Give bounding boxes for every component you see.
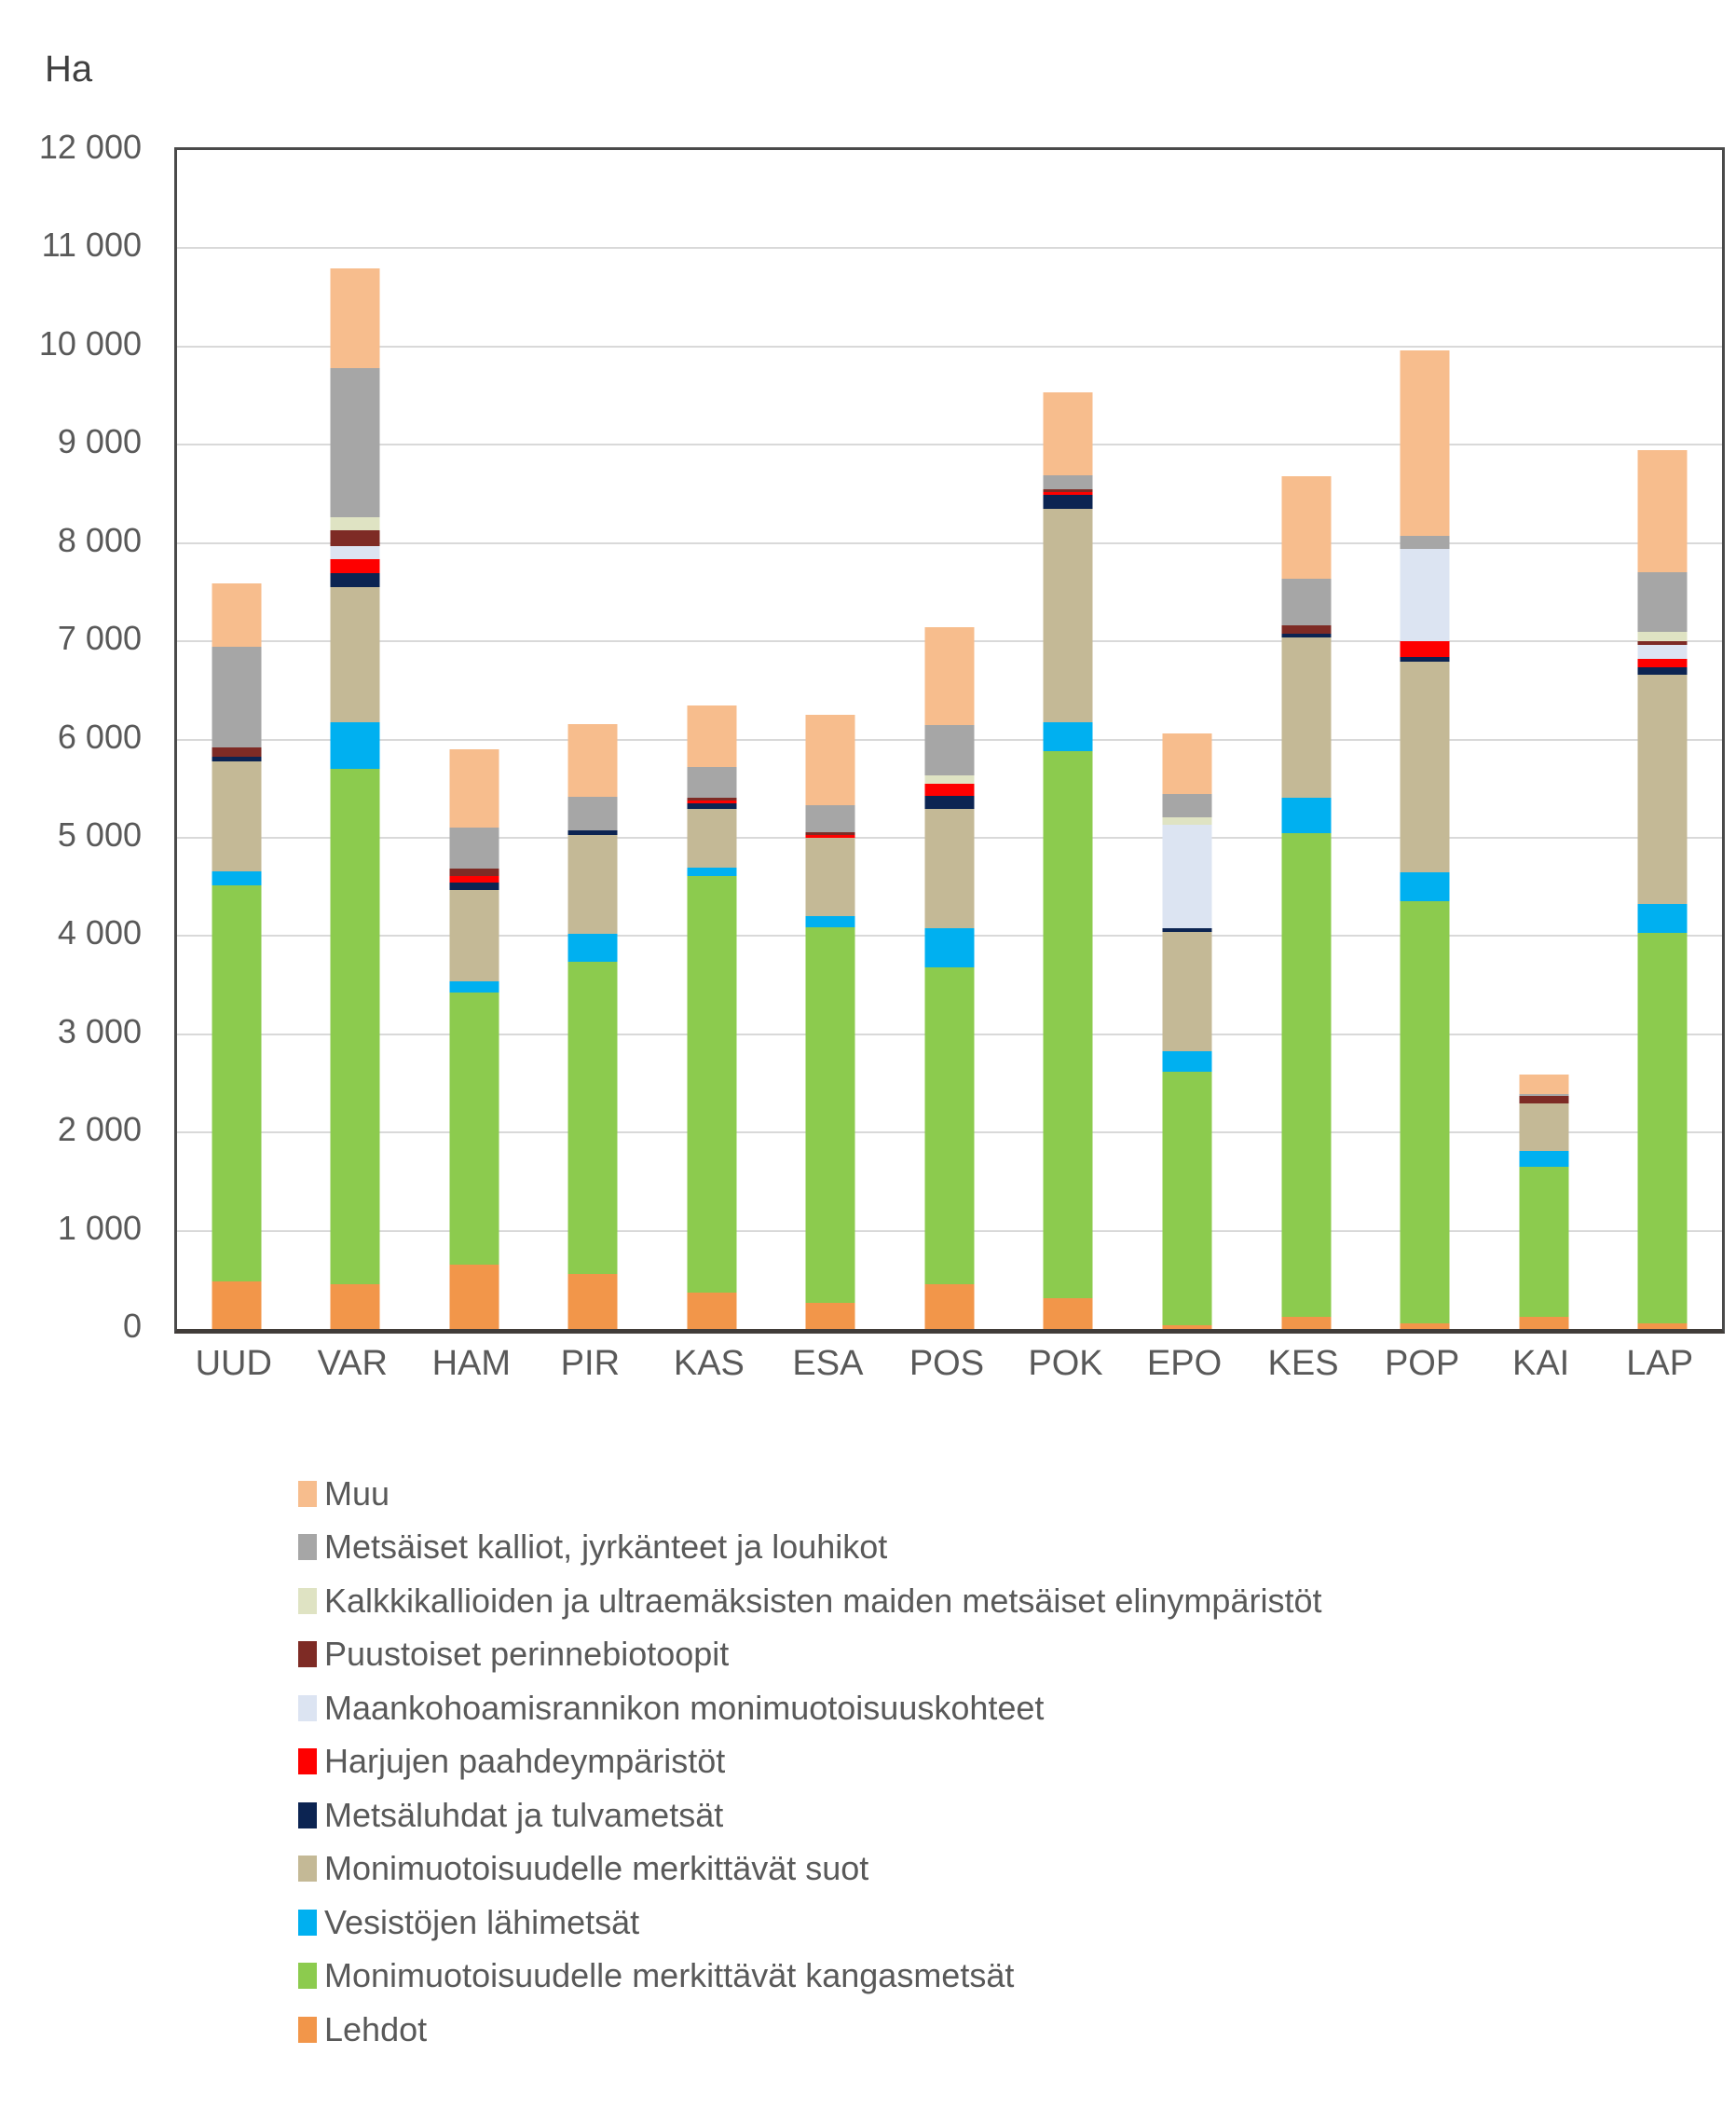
legend-swatch-kalkkikallioiden [298, 1588, 317, 1614]
bar-slot-pir [534, 150, 653, 1329]
bar-segment-metsaiset-kalliot-pos [924, 725, 974, 775]
legend-label-vesistojen-lahimetsat: Vesistöjen lähimetsät [324, 1902, 640, 1941]
bar-segment-vesistojen-lahimetsat-ham [449, 981, 499, 993]
bar-segment-lehdot-kas [687, 1293, 736, 1329]
stacked-bar-uud [212, 583, 261, 1329]
bar-segment-kangasmetsat-uud [212, 885, 261, 1282]
bar-segment-lehdot-epo [1163, 1325, 1212, 1329]
legend-item-puustoiset-perinnebiotoopit [298, 1628, 1321, 1682]
bar-segment-metsaluhdat-kas [687, 803, 736, 810]
bar-segment-lehdot-pok [1044, 1298, 1093, 1329]
legend-item-harjujen-paahdeymparistot [298, 1735, 1321, 1789]
bar-segment-suot-ham [449, 890, 499, 981]
legend-label-metsaluhdat: Metsäluhdat ja tulvametsät [324, 1795, 724, 1834]
x-axis-label-lap: LAP [1626, 1344, 1694, 1383]
bar-segment-muu-kai [1519, 1075, 1568, 1094]
legend-swatch-metsaiset-kalliot [298, 1534, 317, 1560]
bar-segment-metsaluhdat-pos [924, 796, 974, 810]
bar-slot-esa [772, 150, 891, 1329]
legend-label-harjujen-paahdeymparistot: Harjujen paahdeympäristöt [324, 1742, 726, 1781]
bar-segment-muu-uud [212, 583, 261, 648]
bar-segment-harjujen-paahdeymparistot-pop [1401, 641, 1450, 657]
bar-slot-pos [890, 150, 1009, 1329]
bar-segment-metsaiset-kalliot-kes [1281, 579, 1331, 626]
stacked-bar-pok [1044, 392, 1093, 1329]
bar-segment-muu-kes [1281, 476, 1331, 579]
y-axis-tick-labels [0, 128, 142, 1345]
legend-label-suot: Monimuotoisuudelle merkittävät suot [324, 1849, 869, 1888]
y-tick-label: 11 000 [41, 226, 142, 265]
x-axis-label-epo: EPO [1146, 1344, 1223, 1383]
bar-segment-suot-kai [1519, 1103, 1568, 1152]
bar-segment-lehdot-esa [806, 1303, 855, 1329]
bar-segment-lehdot-pop [1401, 1323, 1450, 1329]
bars-layer [177, 150, 1722, 1329]
bar-segment-puustoiset-perinnebiotoopit-kai [1519, 1096, 1568, 1102]
legend-label-kalkkikallioiden: Kalkkikallioiden ja ultraemäksisten maiden metsäiset elinympäristöt [324, 1581, 1322, 1620]
bar-segment-kangasmetsat-lap [1638, 933, 1688, 1323]
bar-segment-metsaiset-kalliot-pir [568, 797, 618, 830]
bar-segment-vesistojen-lahimetsat-pok [1044, 722, 1093, 752]
bar-segment-vesistojen-lahimetsat-lap [1638, 904, 1688, 934]
bar-slot-epo [1128, 150, 1247, 1329]
bar-segment-kangasmetsat-pop [1401, 901, 1450, 1323]
bar-slot-uud [177, 150, 296, 1329]
legend-item-kalkkikallioiden [298, 1574, 1321, 1628]
bar-segment-harjujen-paahdeymparistot-pos [924, 784, 974, 796]
x-axis-label-esa: ESA [792, 1344, 864, 1383]
bar-segment-muu-var [331, 268, 380, 369]
bar-segment-suot-var [331, 587, 380, 722]
stacked-bar-esa [806, 715, 855, 1329]
x-axis-label-uud: UUD [195, 1344, 272, 1383]
bar-slot-lap [1603, 150, 1722, 1329]
bar-segment-lehdot-kes [1281, 1317, 1331, 1329]
y-tick-label: 3 000 [57, 1011, 142, 1050]
bar-segment-kalkkikallioiden-pos [924, 775, 974, 784]
bar-segment-vesistojen-lahimetsat-pir [568, 934, 618, 962]
legend-swatch-maankohoamisrannikon [298, 1695, 317, 1721]
legend-item-suot [298, 1842, 1321, 1897]
y-tick-label: 0 [122, 1307, 142, 1345]
bar-segment-maankohoamisrannikon-epo [1163, 825, 1212, 928]
y-tick-label: 8 000 [57, 520, 142, 559]
legend-label-kangasmetsat: Monimuotoisuudelle merkittävät kangasmetsät [324, 1956, 1015, 1995]
legend-label-puustoiset-perinnebiotoopit: Puustoiset perinnebiotoopit [324, 1635, 730, 1674]
x-axis-label-pir: PIR [560, 1344, 621, 1383]
stacked-bar-pop [1401, 350, 1450, 1329]
stacked-bar-pir [568, 724, 618, 1329]
stacked-bar-lap [1638, 450, 1688, 1329]
bar-slot-pop [1365, 150, 1484, 1329]
bar-segment-suot-kes [1281, 637, 1331, 798]
legend-item-metsaluhdat [298, 1788, 1321, 1842]
bar-segment-suot-epo [1163, 932, 1212, 1051]
bar-slot-var [296, 150, 416, 1329]
legend-swatch-puustoiset-perinnebiotoopit [298, 1641, 317, 1667]
bar-slot-pok [1009, 150, 1128, 1329]
bar-segment-kalkkikallioiden-lap [1638, 632, 1688, 641]
bar-segment-vesistojen-lahimetsat-kai [1519, 1151, 1568, 1167]
bar-segment-muu-pop [1401, 350, 1450, 536]
bar-segment-metsaluhdat-var [331, 573, 380, 587]
bar-segment-metsaiset-kalliot-kas [687, 767, 736, 798]
bar-segment-metsaiset-kalliot-pop [1401, 536, 1450, 549]
x-axis-label-pos: POS [909, 1344, 985, 1383]
y-tick-label: 2 000 [57, 1110, 142, 1149]
legend-swatch-lehdot [298, 2017, 317, 2043]
legend [298, 1467, 1321, 2057]
bar-segment-vesistojen-lahimetsat-kes [1281, 798, 1331, 833]
bar-slot-kai [1484, 150, 1604, 1329]
bar-segment-maankohoamisrannikon-var [331, 546, 380, 559]
x-axis-label-ham: HAM [431, 1344, 512, 1383]
stacked-bar-epo [1163, 733, 1212, 1329]
bar-segment-suot-kas [687, 809, 736, 867]
bar-segment-kalkkikallioiden-var [331, 517, 380, 529]
bar-segment-vesistojen-lahimetsat-pop [1401, 872, 1450, 902]
bar-segment-vesistojen-lahimetsat-esa [806, 916, 855, 927]
y-tick-label: 1 000 [57, 1208, 142, 1247]
bar-segment-metsaiset-kalliot-epo [1163, 794, 1212, 818]
bar-segment-metsaluhdat-pok [1044, 495, 1093, 509]
bar-segment-suot-lap [1638, 675, 1688, 904]
bar-segment-lehdot-kai [1519, 1317, 1568, 1329]
bar-segment-vesistojen-lahimetsat-kas [687, 868, 736, 876]
stacked-bar-kai [1519, 1075, 1568, 1329]
bar-segment-harjujen-paahdeymparistot-lap [1638, 659, 1688, 667]
legend-swatch-kangasmetsat [298, 1963, 317, 1989]
bar-segment-kangasmetsat-epo [1163, 1072, 1212, 1325]
bar-segment-muu-ham [449, 749, 499, 828]
x-axis-label-kas: KAS [673, 1344, 745, 1383]
stacked-bar-kas [687, 705, 736, 1329]
bar-segment-metsaluhdat-ham [449, 883, 499, 889]
legend-label-muu: Muu [324, 1473, 390, 1513]
bar-segment-metsaiset-kalliot-pok [1044, 475, 1093, 489]
legend-swatch-vesistojen-lahimetsat [298, 1910, 317, 1936]
bar-segment-muu-kas [687, 705, 736, 767]
legend-item-vesistojen-lahimetsat [298, 1896, 1321, 1950]
bar-segment-suot-pop [1401, 662, 1450, 872]
x-axis-label-var: VAR [317, 1344, 388, 1383]
bar-segment-muu-epo [1163, 733, 1212, 793]
bar-segment-lehdot-pos [924, 1284, 974, 1329]
legend-label-lehdot: Lehdot [324, 2009, 428, 2048]
bar-segment-kangasmetsat-pos [924, 967, 974, 1283]
legend-swatch-muu [298, 1481, 317, 1507]
bar-segment-muu-lap [1638, 450, 1688, 573]
y-axis-unit-label: Ha [45, 48, 93, 89]
bar-segment-vesistojen-lahimetsat-pos [924, 928, 974, 967]
legend-label-metsaiset-kalliot: Metsäiset kalliot, jyrkänteet ja louhikot [324, 1527, 888, 1567]
bar-segment-maankohoamisrannikon-pop [1401, 549, 1450, 641]
bar-segment-lehdot-pir [568, 1274, 618, 1329]
bar-segment-muu-pok [1044, 392, 1093, 475]
bar-segment-puustoiset-perinnebiotoopit-uud [212, 747, 261, 757]
bar-segment-metsaiset-kalliot-ham [449, 828, 499, 868]
bar-segment-maankohoamisrannikon-lap [1638, 645, 1688, 659]
y-tick-label: 5 000 [57, 815, 142, 854]
bar-segment-kangasmetsat-kai [1519, 1167, 1568, 1317]
legend-item-lehdot [298, 2003, 1321, 2057]
bar-segment-puustoiset-perinnebiotoopit-var [331, 530, 380, 547]
stacked-bar-ham [449, 749, 499, 1329]
bar-segment-lehdot-uud [212, 1281, 261, 1329]
bar-segment-muu-pos [924, 627, 974, 724]
bar-segment-kangasmetsat-esa [806, 927, 855, 1303]
bar-segment-puustoiset-perinnebiotoopit-ham [449, 869, 499, 876]
bar-segment-kangasmetsat-var [331, 769, 380, 1284]
bar-segment-muu-pir [568, 724, 618, 797]
bar-segment-kangasmetsat-kes [1281, 833, 1331, 1317]
bar-segment-kangasmetsat-kas [687, 876, 736, 1293]
legend-swatch-harjujen-paahdeymparistot [298, 1748, 317, 1774]
x-axis-label-kai: KAI [1511, 1344, 1570, 1383]
x-axis-labels [174, 1344, 1719, 1384]
bar-segment-puustoiset-perinnebiotoopit-kes [1281, 625, 1331, 633]
legend-item-kangasmetsat [298, 1950, 1321, 2004]
stacked-bar-pos [924, 627, 974, 1329]
legend-swatch-metsaluhdat [298, 1802, 317, 1828]
bar-segment-suot-pir [568, 835, 618, 934]
bar-segment-metsaiset-kalliot-uud [212, 647, 261, 747]
legend-label-maankohoamisrannikon: Maankohoamisrannikon monimuotoisuuskohteet [324, 1688, 1045, 1727]
bar-segment-suot-esa [806, 838, 855, 916]
legend-item-muu [298, 1467, 1321, 1521]
stacked-bar-kes [1281, 476, 1331, 1329]
legend-item-maankohoamisrannikon [298, 1681, 1321, 1735]
bar-segment-metsaiset-kalliot-var [331, 368, 380, 517]
legend-swatch-suot [298, 1856, 317, 1882]
bar-segment-metsaiset-kalliot-lap [1638, 572, 1688, 631]
y-tick-label: 10 000 [38, 323, 142, 363]
plot-area [174, 147, 1725, 1334]
bar-segment-vesistojen-lahimetsat-epo [1163, 1051, 1212, 1072]
bar-segment-vesistojen-lahimetsat-var [331, 722, 380, 769]
bar-segment-kangasmetsat-pok [1044, 751, 1093, 1298]
bar-segment-metsaiset-kalliot-esa [806, 805, 855, 831]
bar-segment-lehdot-ham [449, 1265, 499, 1329]
y-tick-label: 4 000 [57, 913, 142, 952]
y-tick-label: 12 000 [38, 128, 142, 166]
bar-segment-harjujen-paahdeymparistot-ham [449, 876, 499, 883]
bar-segment-suot-uud [212, 761, 261, 871]
x-axis-label-pok: POK [1028, 1344, 1103, 1383]
bar-segment-lehdot-var [331, 1284, 380, 1329]
bar-segment-vesistojen-lahimetsat-uud [212, 871, 261, 885]
legend-item-metsaiset-kalliot [298, 1521, 1321, 1575]
bar-slot-kes [1247, 150, 1366, 1329]
y-tick-label: 7 000 [57, 619, 142, 658]
bar-segment-muu-esa [806, 715, 855, 805]
x-axis-label-kes: KES [1267, 1344, 1339, 1383]
bar-segment-suot-pos [924, 809, 974, 928]
y-tick-label: 9 000 [57, 422, 142, 461]
bar-segment-suot-pok [1044, 509, 1093, 722]
bar-segment-harjujen-paahdeymparistot-var [331, 559, 380, 573]
bar-segment-kangasmetsat-ham [449, 993, 499, 1265]
y-tick-label: 6 000 [57, 717, 142, 756]
x-axis-label-pop: POP [1384, 1344, 1460, 1383]
bar-segment-kalkkikallioiden-epo [1163, 817, 1212, 825]
bar-slot-kas [652, 150, 772, 1329]
stacked-bar-var [331, 268, 380, 1329]
bar-segment-kangasmetsat-pir [568, 962, 618, 1274]
bar-segment-metsaluhdat-lap [1638, 667, 1688, 675]
bar-segment-lehdot-lap [1638, 1323, 1688, 1329]
bar-slot-ham [415, 150, 534, 1329]
